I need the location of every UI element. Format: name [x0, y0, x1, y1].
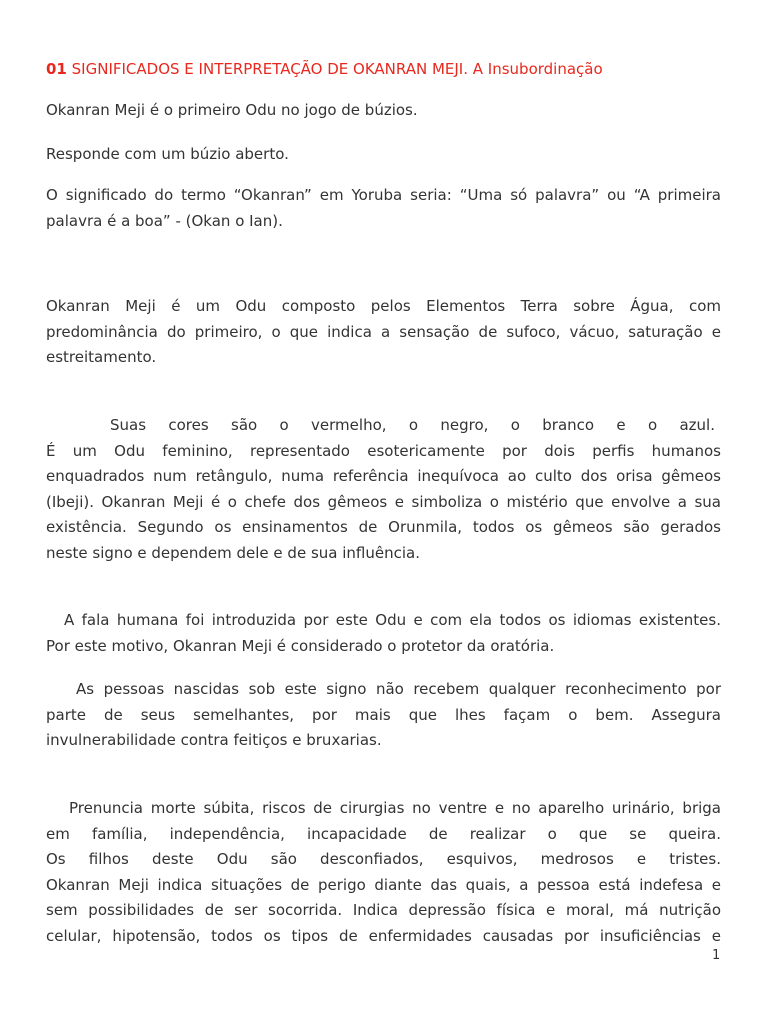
paragraph-line: Os filhos deste Odu são desconfiados, esquivos, medrosos e tristes.	[46, 850, 721, 868]
paragraph-line: em família, independência, incapacidade de realizar o que se queira.	[46, 824, 721, 843]
heading-number: 01	[46, 60, 67, 78]
paragraph-line: (Ibeji). Okanran Meji é o chefe dos gêmeos e simboliza o mistério que envolve a sua	[46, 492, 721, 511]
paragraph-line: neste signo e dependem dele e de sua influência.	[46, 543, 420, 562]
paragraph-line: Okanran Meji é um Odu composto pelos Elementos Terra sobre Água, com	[46, 297, 721, 315]
paragraph-line: Responde com um búzio aberto.	[46, 145, 289, 163]
paragraph-6	[46, 608, 721, 659]
paragraph-line: As pessoas nascidas sob este signo não recebem qualquer reconhecimento por	[76, 680, 721, 698]
page-number: 1	[712, 948, 721, 963]
paragraph-line: invulnerabilidade contra feitiços e bruxarias.	[46, 731, 382, 749]
paragraph-line: Por este motivo, Okanran Meji é considerado o protetor da oratória.	[46, 636, 555, 655]
paragraph-line: Okanran Meji indica situações de perigo diante das quais, a pessoa está indefesa e	[46, 875, 721, 894]
heading-text: SIGNIFICADOS E INTERPRETAÇÃO DE OKANRAN MEJI. A Insubordinação	[71, 60, 603, 78]
paragraph-line: Okanran Meji é o primeiro Odu no jogo de búzios.	[46, 101, 418, 119]
paragraph-line: É um Odu feminino, representado esotericamente por dois perfis humanos	[46, 441, 721, 460]
paragraph-line: Suas cores são o vermelho, o negro, o branco e o azul.	[110, 416, 715, 434]
document-heading	[46, 59, 726, 79]
paragraph-line: celular, hipotensão, todos os tipos de enfermidades causadas por insuficiências e	[46, 926, 721, 945]
paragraph-3	[46, 183, 721, 234]
paragraph-4	[46, 294, 721, 371]
paragraph-line: sem possibilidades de ser socorrida. Indica depressão física e moral, má nutrição	[46, 901, 721, 919]
paragraph-line: predominância do primeiro, o que indica a sensação de sufoco, vácuo, saturação e	[46, 322, 721, 341]
paragraph-5	[46, 413, 721, 566]
paragraph-line: O significado do termo “Okanran” em Yoruba seria: “Uma só palavra” ou “A primeira	[46, 186, 721, 204]
paragraph-2	[46, 142, 721, 168]
paragraph-8	[46, 796, 721, 949]
paragraph-line: Prenuncia morte súbita, riscos de cirurgias no ventre e no aparelho urinário, briga	[69, 799, 721, 817]
paragraph-7	[46, 677, 721, 754]
paragraph-line: estreitamento.	[46, 348, 157, 366]
paragraph-1	[46, 98, 721, 124]
paragraph-line: palavra é a boa” - (Okan o Ian).	[46, 211, 283, 230]
paragraph-line: enquadrados num retângulo, numa referência inequívoca ao culto dos orisa gêmeos	[46, 467, 721, 485]
paragraph-line: parte de seus semelhantes, por mais que lhes façam o bem. Assegura	[46, 705, 721, 724]
paragraph-line: existência. Segundo os ensinamentos de Orunmila, todos os gêmeos são gerados	[46, 518, 721, 536]
paragraph-line: A fala humana foi introduzida por este Odu e com ela todos os idiomas existentes.	[64, 611, 721, 629]
